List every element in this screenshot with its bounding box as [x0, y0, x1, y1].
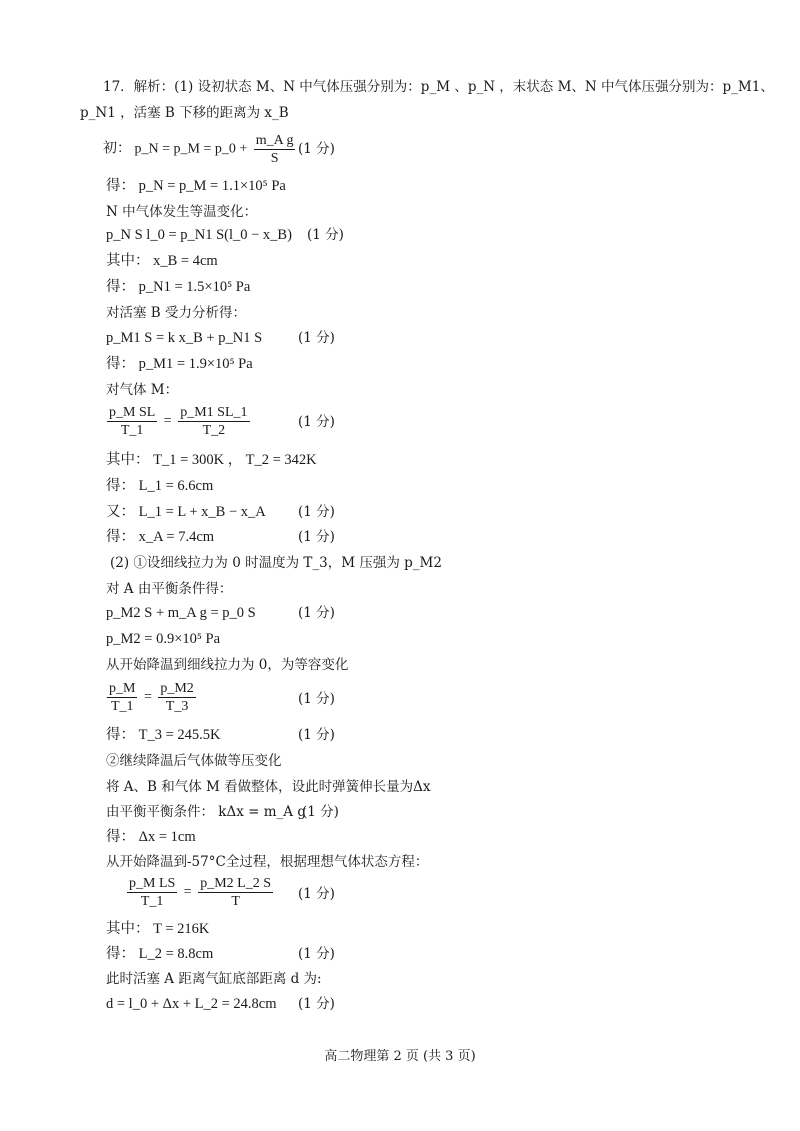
eq-line: 其中： T = 216K [106, 921, 210, 937]
frac-num: p_M2 L_2 S [200, 876, 271, 891]
eq-initial-lhs: 初： p_N = p_M = p_0 + [103, 141, 251, 157]
text-line: 从开始降温到细线拉力为 0，为等容变化 [106, 657, 349, 673]
score: (1 分) [298, 141, 335, 157]
score: (1 分) [298, 946, 335, 962]
eq-line: 得： Δx = 1cm [106, 829, 196, 845]
frac-den: T_2 [202, 423, 226, 438]
eq-line: 又： L_1 = L + x_B − x_A [106, 504, 266, 520]
score: (1 分) [298, 504, 335, 520]
frac-den: T [231, 894, 240, 909]
frac-den: T_1 [140, 894, 164, 909]
frac-den: T_1 [110, 699, 134, 714]
frac-den: T_1 [120, 423, 144, 438]
eq-line: p_M2 S + m_A g = p_0 S [106, 605, 256, 621]
score: (1 分) [298, 727, 335, 743]
eq-line: 得： L_1 = 6.6cm [106, 478, 214, 494]
header-line-2: p_N1 ，活塞 B 下移的距离为 x_B [80, 105, 289, 121]
eq-initial-pressure [103, 132, 298, 167]
text-line: 对 A 由平衡条件得： [106, 581, 233, 597]
frac-num: p_M1 SL_1 [180, 405, 248, 420]
text-line: 从开始降温到-57°C全过程，根据理想气体状态方程： [106, 854, 429, 870]
frac-den: S [270, 151, 279, 166]
eq-line: p_N S l_0 = p_N1 S(l_0 − x_B) [106, 227, 292, 243]
eq-line: p_M1 S = k x_B + p_N1 S [106, 330, 263, 346]
eq-line: 得： p_M1 = 1.9×10⁵ Pa [106, 356, 253, 372]
frac-num: p_M2 [160, 681, 194, 696]
text-line: 对气体 M： [106, 382, 179, 398]
frac-num: p_M SL [109, 405, 156, 420]
text-line: 此时活塞 A 距离气缸底部距离 d 为: [106, 971, 322, 987]
frac-num: m_A g [255, 133, 294, 148]
score: (1 分) [298, 886, 335, 902]
score: (1 分) [298, 330, 335, 346]
text-line: 将 A、B 和气体 M 看做整体，设此时弹簧伸长量为Δx [106, 779, 431, 795]
frac-num: p_M LS [129, 876, 176, 891]
text-line: ②继续降温后气体做等压变化 [106, 753, 282, 769]
eq-line: d = l_0 + Δx + L_2 = 24.8cm [106, 996, 277, 1012]
text-line: N 中气体发生等温变化： [106, 204, 258, 220]
eq-line: 得： p_N1 = 1.5×10⁵ Pa [106, 279, 251, 295]
eq-line: 得： x_A = 7.4cm [106, 529, 215, 545]
eq-line: 得： T_3 = 245.5K [106, 727, 221, 743]
text-line: (2) ①设细线拉力为 0 时温度为 T_3，M 压强为 p_M2 [110, 555, 442, 571]
eq-ideal-gas: $\frac{\text{p\_M LS}}{T\_1}$ = $\frac{p\_M2 L\_2 S}{T}$ [129, 876, 271, 909]
eq-isochoric: $\frac{p\_M}{T\_1}$ = $\frac{p\_M2}{T\_3}$ [109, 681, 194, 714]
frac-den: T_3 [165, 699, 189, 714]
score: (1 分) [302, 804, 339, 820]
eq-line: 得： p_N = p_M = 1.1×10⁵ Pa [106, 178, 286, 194]
header-line-1: 17．解析：(1) 设初状态 M、N 中气体压强分别为：p_M 、p_N ，末状态 M、N 中气体压强分别为：p_M1、 [103, 79, 774, 95]
page-footer: 高二物理第 2 页 (共 3 页) [324, 1049, 476, 1064]
score: (1 分) [298, 414, 335, 430]
text-line: 由平衡平衡条件： kΔx = m_A g [106, 804, 306, 820]
eq-line: 其中： x_B = 4cm [106, 253, 218, 269]
score: (1 分) [298, 605, 335, 621]
score: (1 分) [307, 227, 344, 243]
eq-gas-m-state: $\frac{\text{p\_M SL}}{T\_1}$ = $\frac{p\_M1 SL\_1}{T\_2}$ [109, 405, 248, 438]
text-line: 对活塞 B 受力分析得： [106, 305, 247, 321]
eq-line: 得： L_2 = 8.8cm [106, 946, 214, 962]
score: (1 分) [298, 996, 335, 1012]
eq-line: p_M2 = 0.9×10⁵ Pa [106, 631, 221, 647]
frac-num: p_M [109, 681, 136, 696]
score: (1 分) [298, 529, 335, 545]
score: (1 分) [298, 691, 335, 707]
eq-line: 其中： T_1 = 300K ， T_2 = 342K [106, 452, 317, 468]
